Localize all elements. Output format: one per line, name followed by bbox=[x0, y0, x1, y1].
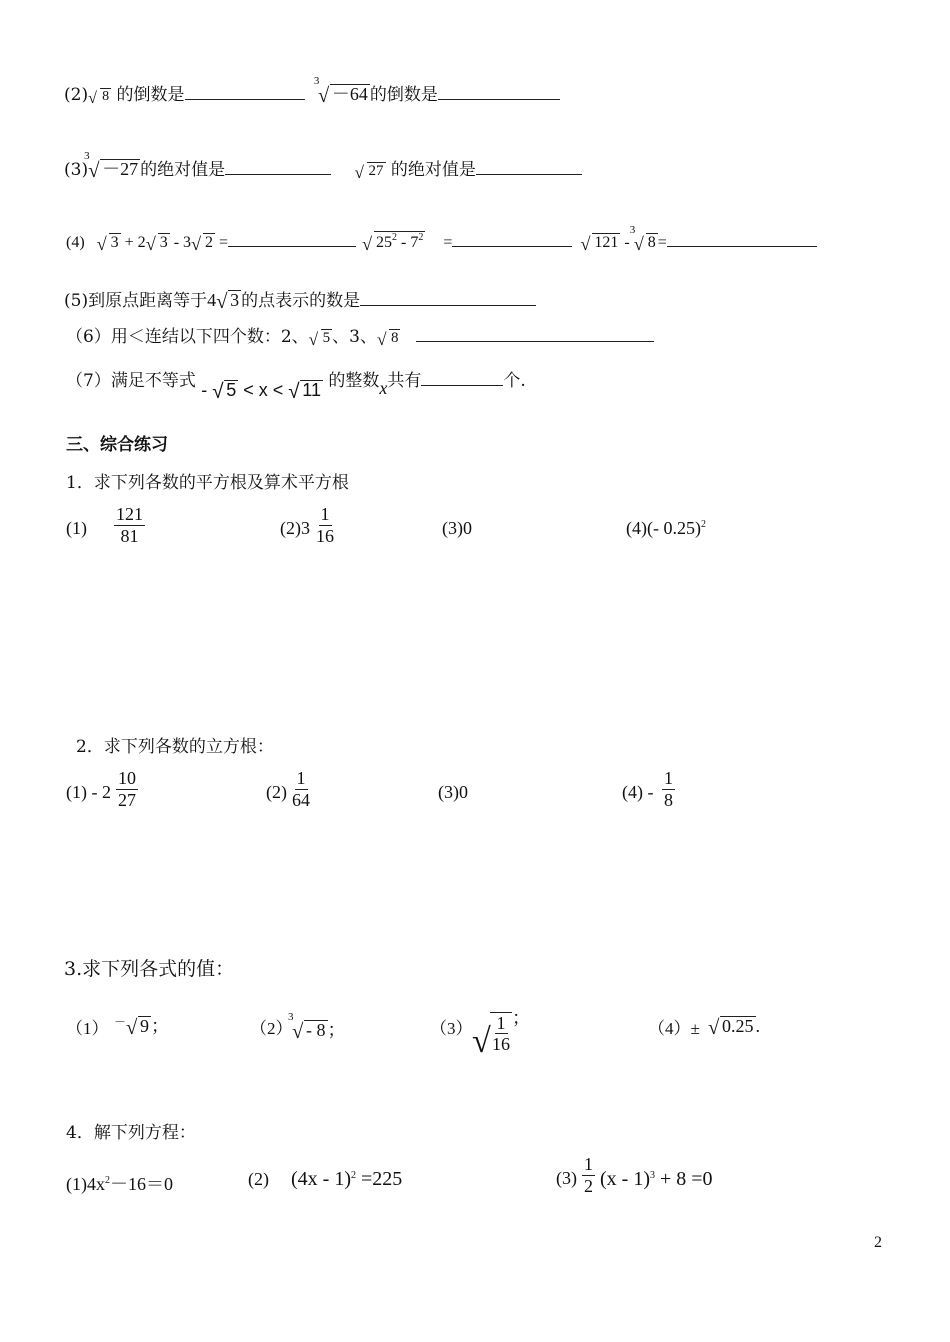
q4-title: 4．解下列方程： bbox=[66, 1123, 196, 1143]
item-2 bbox=[64, 75, 560, 107]
sqrt-3: √ 3 bbox=[145, 234, 168, 254]
frac-1-16: $\frac{1}{16}$ bbox=[316, 504, 334, 546]
answer-blank[interactable] bbox=[225, 156, 331, 175]
q4-c: (x - 1)$^3$ + 8 =0 bbox=[600, 1168, 713, 1190]
frac-121-81: $\frac{121}{81}$ bbox=[116, 504, 143, 546]
answer-blank[interactable] bbox=[476, 156, 582, 175]
frac-1-2: $\frac{1}{2}$ bbox=[584, 1154, 593, 1196]
item-3-text1: 的绝对值是 bbox=[140, 160, 226, 180]
sqrt-5: √ 5 bbox=[308, 330, 331, 349]
frac-10-27: $\frac{10}{27}$ bbox=[118, 768, 136, 810]
item-3-text2: 的绝对值是 bbox=[390, 160, 476, 180]
q4-b: (2) (4x - 1)$^2$ =225 bbox=[248, 1168, 403, 1190]
minus: - bbox=[620, 234, 634, 251]
equals: = bbox=[443, 234, 453, 251]
q2-c: (3)0 bbox=[438, 782, 468, 802]
minus-3: - 3 bbox=[169, 234, 192, 251]
cbrt-neg27: 3 √ －27 bbox=[84, 150, 139, 182]
q1-items bbox=[66, 504, 926, 560]
section-title: 三、综合练习 bbox=[66, 435, 168, 455]
sqrt-2: √ 2 bbox=[191, 234, 214, 254]
q3-a-label: （1） bbox=[66, 1019, 109, 1038]
item-5-text2: 的点表示的数是 bbox=[241, 291, 361, 311]
answer-blank[interactable] bbox=[438, 81, 560, 100]
item-7-text3: 共有 bbox=[387, 371, 422, 391]
item-6-text1: （6）用＜连结以下四个数：2、 bbox=[66, 327, 309, 347]
q1-b: (2)3 bbox=[280, 518, 310, 538]
q3-b-label: （2） bbox=[250, 1019, 293, 1038]
item-5 bbox=[64, 286, 536, 311]
cbrt-neg64: 3 √ －64 bbox=[313, 75, 368, 107]
var-x: x bbox=[379, 378, 388, 398]
answer-blank[interactable] bbox=[421, 367, 503, 386]
frac-1-64: $\frac{1}{64}$ bbox=[292, 768, 310, 810]
q4-items bbox=[66, 1154, 926, 1210]
q2-items bbox=[66, 768, 926, 824]
item-5-text1: (5)到原点距离等于 bbox=[64, 291, 208, 311]
item-6-sep: 、3、 bbox=[332, 327, 377, 347]
answer-blank[interactable] bbox=[416, 323, 654, 342]
q1-c: (3)0 bbox=[442, 518, 472, 538]
answer-blank[interactable] bbox=[185, 81, 305, 100]
q2-b-label: (2) bbox=[266, 782, 287, 802]
sqrt-121: √ 121 bbox=[580, 234, 619, 254]
item-7-text4: 个. bbox=[503, 371, 526, 391]
q3-a: － √ 9 ； bbox=[114, 1015, 170, 1039]
q4-a: $(1)4x^2-16=0$ bbox=[66, 1174, 173, 1194]
sqrt-8: √ 8 bbox=[88, 89, 110, 107]
sqrt-8: √ 8 bbox=[376, 330, 399, 349]
coef-4: 4 bbox=[207, 290, 217, 310]
plus-2: + 2 bbox=[120, 234, 146, 251]
page-number: 2 bbox=[874, 1234, 882, 1251]
item-2-label: (2) bbox=[64, 85, 89, 105]
item-4 bbox=[66, 224, 817, 254]
sqrt-3: √ 3 bbox=[216, 290, 240, 313]
answer-blank[interactable] bbox=[667, 228, 817, 247]
equals: = bbox=[219, 234, 229, 251]
cbrt-8: 3 √ 8 bbox=[629, 224, 656, 254]
answer-blank[interactable] bbox=[452, 228, 572, 247]
q3-title: 3.求下列各式的值： bbox=[64, 958, 235, 980]
frac-1-8: $\frac{1}{8}$ bbox=[664, 768, 673, 810]
q4-c-label: (3) bbox=[556, 1168, 577, 1188]
q3-c-label: （3） bbox=[430, 1019, 473, 1038]
q1-title: 1．求下列各数的平方根及算术平方根 bbox=[66, 473, 349, 493]
q3-d: √ 0.25 . bbox=[708, 1016, 760, 1039]
item-4-label: (4) bbox=[66, 234, 85, 251]
q3-d-label: （4）± bbox=[648, 1019, 700, 1038]
item-3-label: (3) bbox=[64, 160, 89, 180]
item-7-text1: （7）满足不等式 bbox=[66, 371, 196, 391]
answer-blank[interactable] bbox=[360, 287, 536, 306]
q3-b: 3 √ - 8 ； bbox=[288, 1011, 346, 1043]
item-7 bbox=[66, 366, 526, 403]
q2-a-label: (1) - 2 bbox=[66, 782, 111, 802]
item-2-text1: 的倒数是 bbox=[116, 85, 185, 105]
sqrt-3: √ 3 bbox=[96, 234, 119, 254]
item-3 bbox=[64, 150, 582, 182]
answer-blank[interactable] bbox=[228, 228, 356, 247]
q2-title: 2．求下列各数的立方根： bbox=[76, 737, 274, 757]
q2-d-label: (4) - bbox=[622, 782, 654, 802]
equals: = bbox=[657, 234, 667, 251]
q3-items bbox=[66, 1004, 926, 1064]
sqrt-27: √ 27 bbox=[354, 163, 384, 182]
q1-d: (4)(- 0.25)$^2$ bbox=[626, 518, 706, 538]
item-2-text2: 的倒数是 bbox=[369, 85, 438, 105]
item-6 bbox=[66, 322, 654, 347]
q3-c: √ $\frac{1}{16}$ ； bbox=[472, 1008, 530, 1061]
item-7-text2: 的整数 bbox=[328, 371, 380, 391]
q1-a-label: (1) bbox=[66, 518, 87, 538]
sqrt-25sq-7sq: √ $25^2 - 7^2$ bbox=[362, 232, 424, 254]
inequality: - √ 5 < x < √ 11 bbox=[201, 380, 321, 403]
